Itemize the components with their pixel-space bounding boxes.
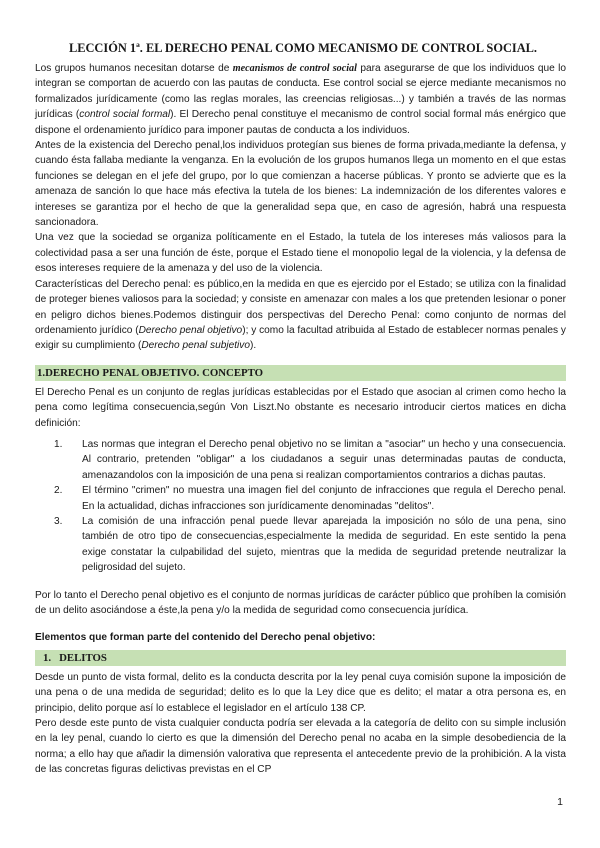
section-title: DELITOS bbox=[59, 651, 107, 664]
spacer bbox=[35, 618, 566, 630]
list-number: 1. bbox=[54, 438, 63, 450]
section-number: 1. bbox=[43, 651, 52, 664]
intro-paragraph-4 bbox=[35, 277, 566, 354]
italic-term: Derecho penal subjetivo bbox=[141, 340, 250, 352]
intro-paragraph-1 bbox=[35, 61, 566, 138]
list-item bbox=[35, 514, 566, 576]
elements-heading: Elementos que forman parte del contenido del Derecho penal objetivo: bbox=[35, 632, 376, 644]
section1-paragraph-1: El Derecho Penal es un conjunto de reglas jurídicas establecidas por el Estado que asocian al crimen como hecho la pena como legítima consecuencia,según Von Liszt.No obstante es necesario introducir ciertos matices en dicha definición: bbox=[35, 386, 566, 429]
list-item bbox=[35, 483, 566, 514]
section2-paragraph-2: Pero desde este punto de vista cualquier conducta podría ser elevada a la categoría de delito con su simple inclusión en la ley penal, cuando lo cierto es que la dimensión del Derecho penal no acaba en la simple desobediencia de la norma; a ello hay que añadir la dimensión valorativa que representa el antecedente previo de la prohibición. A la vista de las concretas figuras delictivas previstas en el CP bbox=[35, 718, 566, 776]
section-heading-objective: 1.DERECHO PENAL OBJETIVO. CONCEPTO bbox=[35, 365, 566, 381]
document-body bbox=[35, 61, 566, 778]
page-number: 1 bbox=[557, 796, 563, 808]
section-heading-delitos bbox=[35, 650, 566, 666]
page-title: LECCIÓN 1ª. EL DERECHO PENAL COMO MECANISMO DE CONTROL SOCIAL. bbox=[68, 41, 538, 55]
text-run: Los grupos humanos necesitan dotarse de bbox=[35, 63, 233, 74]
text-run: ). bbox=[250, 340, 257, 352]
text-run: ). El Derecho penal constituye el mecanismo de control social formal más enérgico que dispone el ordenamiento jurídico para imponer pautas de conducta a los individuos. bbox=[35, 109, 566, 136]
text-run: ); y como la facultad atribuida al Estado de establecer normas penales y exigir su cumplimiento ( bbox=[35, 324, 566, 352]
list-number: 2. bbox=[54, 485, 63, 497]
emphasis-term: mecanismos de control social bbox=[232, 63, 357, 74]
spacer bbox=[35, 576, 566, 588]
intro-paragraph-2: Antes de la existencia del Derecho penal,los individuos protegían sus bienes de forma privada,mediante la defensa, y cuando ésta fallaba mediante la venganza. En la evolución de los grupos humanos llega un momento en el que estas funciones se delegan en el jefe del grupo, por lo que comienzan a hacerse públicas. Y pronto se advierte que es la amenaza de sanción lo que hace más efectiva la tutela de los bienes: La indemnización de los diferentes valores e intereses se garantiza por el hecho de que la generalidad sepa que, en caso de agresión, habrá una respuesta sancionadora. bbox=[35, 140, 566, 229]
text-run: para asegurarse de que los individuos que lo integran se comportan de acuerdo con las pautas de conducta. Ese control social se ejerce mediante mecanismos no formalizados jurídicamente (como las reglas morales, las creencias religiosas...) y también a través de las normas jurídicas ( bbox=[35, 63, 566, 121]
section2-paragraph-1: Desde un punto de vista formal, delito es la conducta descrita por la ley penal cuya comisión supone la imposición de una pena o de una medida de seguridad; delito es lo que la Ley dice que es delito; el matar a otra persona es, en principio, delito porque así lo establece el legislador en el artículo 138 CP. bbox=[35, 671, 566, 714]
numbered-list bbox=[35, 437, 566, 576]
intro-paragraph-3: Una vez que la sociedad se organiza políticamente en el Estado, la tutela de los intereses más valiosos para la colectividad pasa a ser una función de éste, porque el Estado tiene el monopolio legal de la violencia, y la defensa de esos intereses requiere de la amenaza y del uso de la violencia. bbox=[35, 232, 566, 275]
italic-term: control social formal bbox=[79, 109, 171, 121]
text-run: Características del Derecho penal: es público,en la medida en que es ejercido por el Estado; se utiliza con la finalidad de proteger bienes valiosos para la sociedad; y consiste en amenazar con males a los que pretenden lesionar o poner en peligro dichos bienes.Podemos distinguir dos perspectivas del Derecho Penal: como conjunto de normas del ordenamiento jurídico ( bbox=[35, 278, 566, 336]
list-item-text: El término "crimen" no muestra una imagen fiel del conjunto de infracciones que regula el Derecho penal. En la actualidad, dichas infracciones son jurídicamente denominadas "delitos". bbox=[82, 485, 566, 512]
list-item bbox=[35, 437, 566, 483]
italic-term: Derecho penal objetivo bbox=[138, 324, 243, 336]
list-item-text: La comisión de una infracción penal puede llevar aparejada la imposición no sólo de una pena, sino también de otro tipo de consecuencias,especialmente la medida de seguridad. En este sentido la pena exige constatar la culpabilidad del sujeto, mientras que la medida de seguridad pretende neutralizar la peligrosidad del sujeto. bbox=[82, 515, 566, 574]
list-item-text: Las normas que integran el Derecho penal objetivo no se limitan a "asociar" un hecho y una consecuencia. Al contrario, pretenden "obligar" a los ciudadanos a seguir unas determinadas pautas de conducta, amenazandolos con la imposición de una pena si realizan comportamientos contrarios a dichas pautas. bbox=[82, 438, 566, 481]
list-number: 3. bbox=[54, 515, 63, 527]
section1-paragraph-2: Por lo tanto el Derecho penal objetivo es el conjunto de normas jurídicas de carácter público que prohíben la comisión de un delito asociándose a éste,la pena y/o la medida de seguridad como consecuencia jurídica. bbox=[35, 589, 566, 616]
